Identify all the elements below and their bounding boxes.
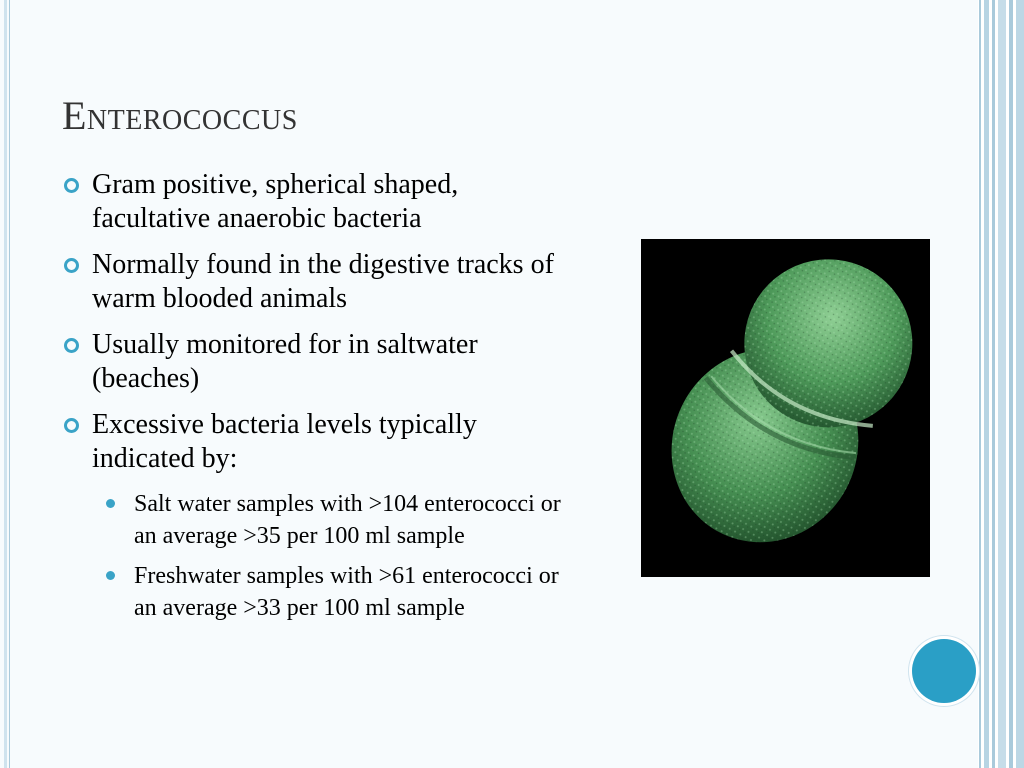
hollow-circle-bullet-icon bbox=[64, 338, 79, 353]
blue-circle-icon bbox=[912, 639, 976, 703]
bullet-item bbox=[62, 248, 582, 316]
sub-bullet-text: Freshwater samples with >61 enterococci or an average >33 per 100 ml sample bbox=[134, 563, 559, 621]
bacterium-illustration bbox=[641, 239, 930, 577]
stripe bbox=[979, 0, 981, 768]
left-border-line-thin bbox=[9, 0, 10, 768]
bullet-item bbox=[62, 408, 582, 476]
filled-dot-bullet-icon bbox=[106, 571, 115, 580]
stripe bbox=[984, 0, 989, 768]
hollow-circle-bullet-icon bbox=[64, 258, 79, 273]
stripe bbox=[1009, 0, 1013, 768]
bullet-text: Normally found in the digestive tracks of warm blooded animals bbox=[92, 249, 554, 314]
left-border-line bbox=[4, 0, 7, 768]
bullet-item bbox=[62, 168, 582, 236]
bullet-text: Usually monitored for in saltwater (beaches) bbox=[92, 329, 478, 394]
bullet-item bbox=[62, 328, 582, 396]
sub-bullet-item bbox=[62, 488, 582, 552]
bullet-text: Gram positive, spherical shaped, facultative anaerobic bacteria bbox=[92, 169, 459, 234]
hollow-circle-bullet-icon bbox=[64, 418, 79, 433]
hollow-circle-bullet-icon bbox=[64, 178, 79, 193]
stripe bbox=[1016, 0, 1024, 768]
slide-title: Enterococcus bbox=[62, 93, 298, 138]
stripe bbox=[998, 0, 1006, 768]
bacterium-micrograph-image bbox=[641, 239, 930, 577]
sub-bullet-item bbox=[62, 560, 582, 624]
sub-bullet-text: Salt water samples with >104 enterococci or an average >35 per 100 ml sample bbox=[134, 491, 561, 549]
bullet-text: Excessive bacteria levels typically indicated by: bbox=[92, 409, 477, 474]
stripe bbox=[992, 0, 995, 768]
filled-dot-bullet-icon bbox=[106, 499, 115, 508]
bullet-list bbox=[62, 168, 582, 632]
